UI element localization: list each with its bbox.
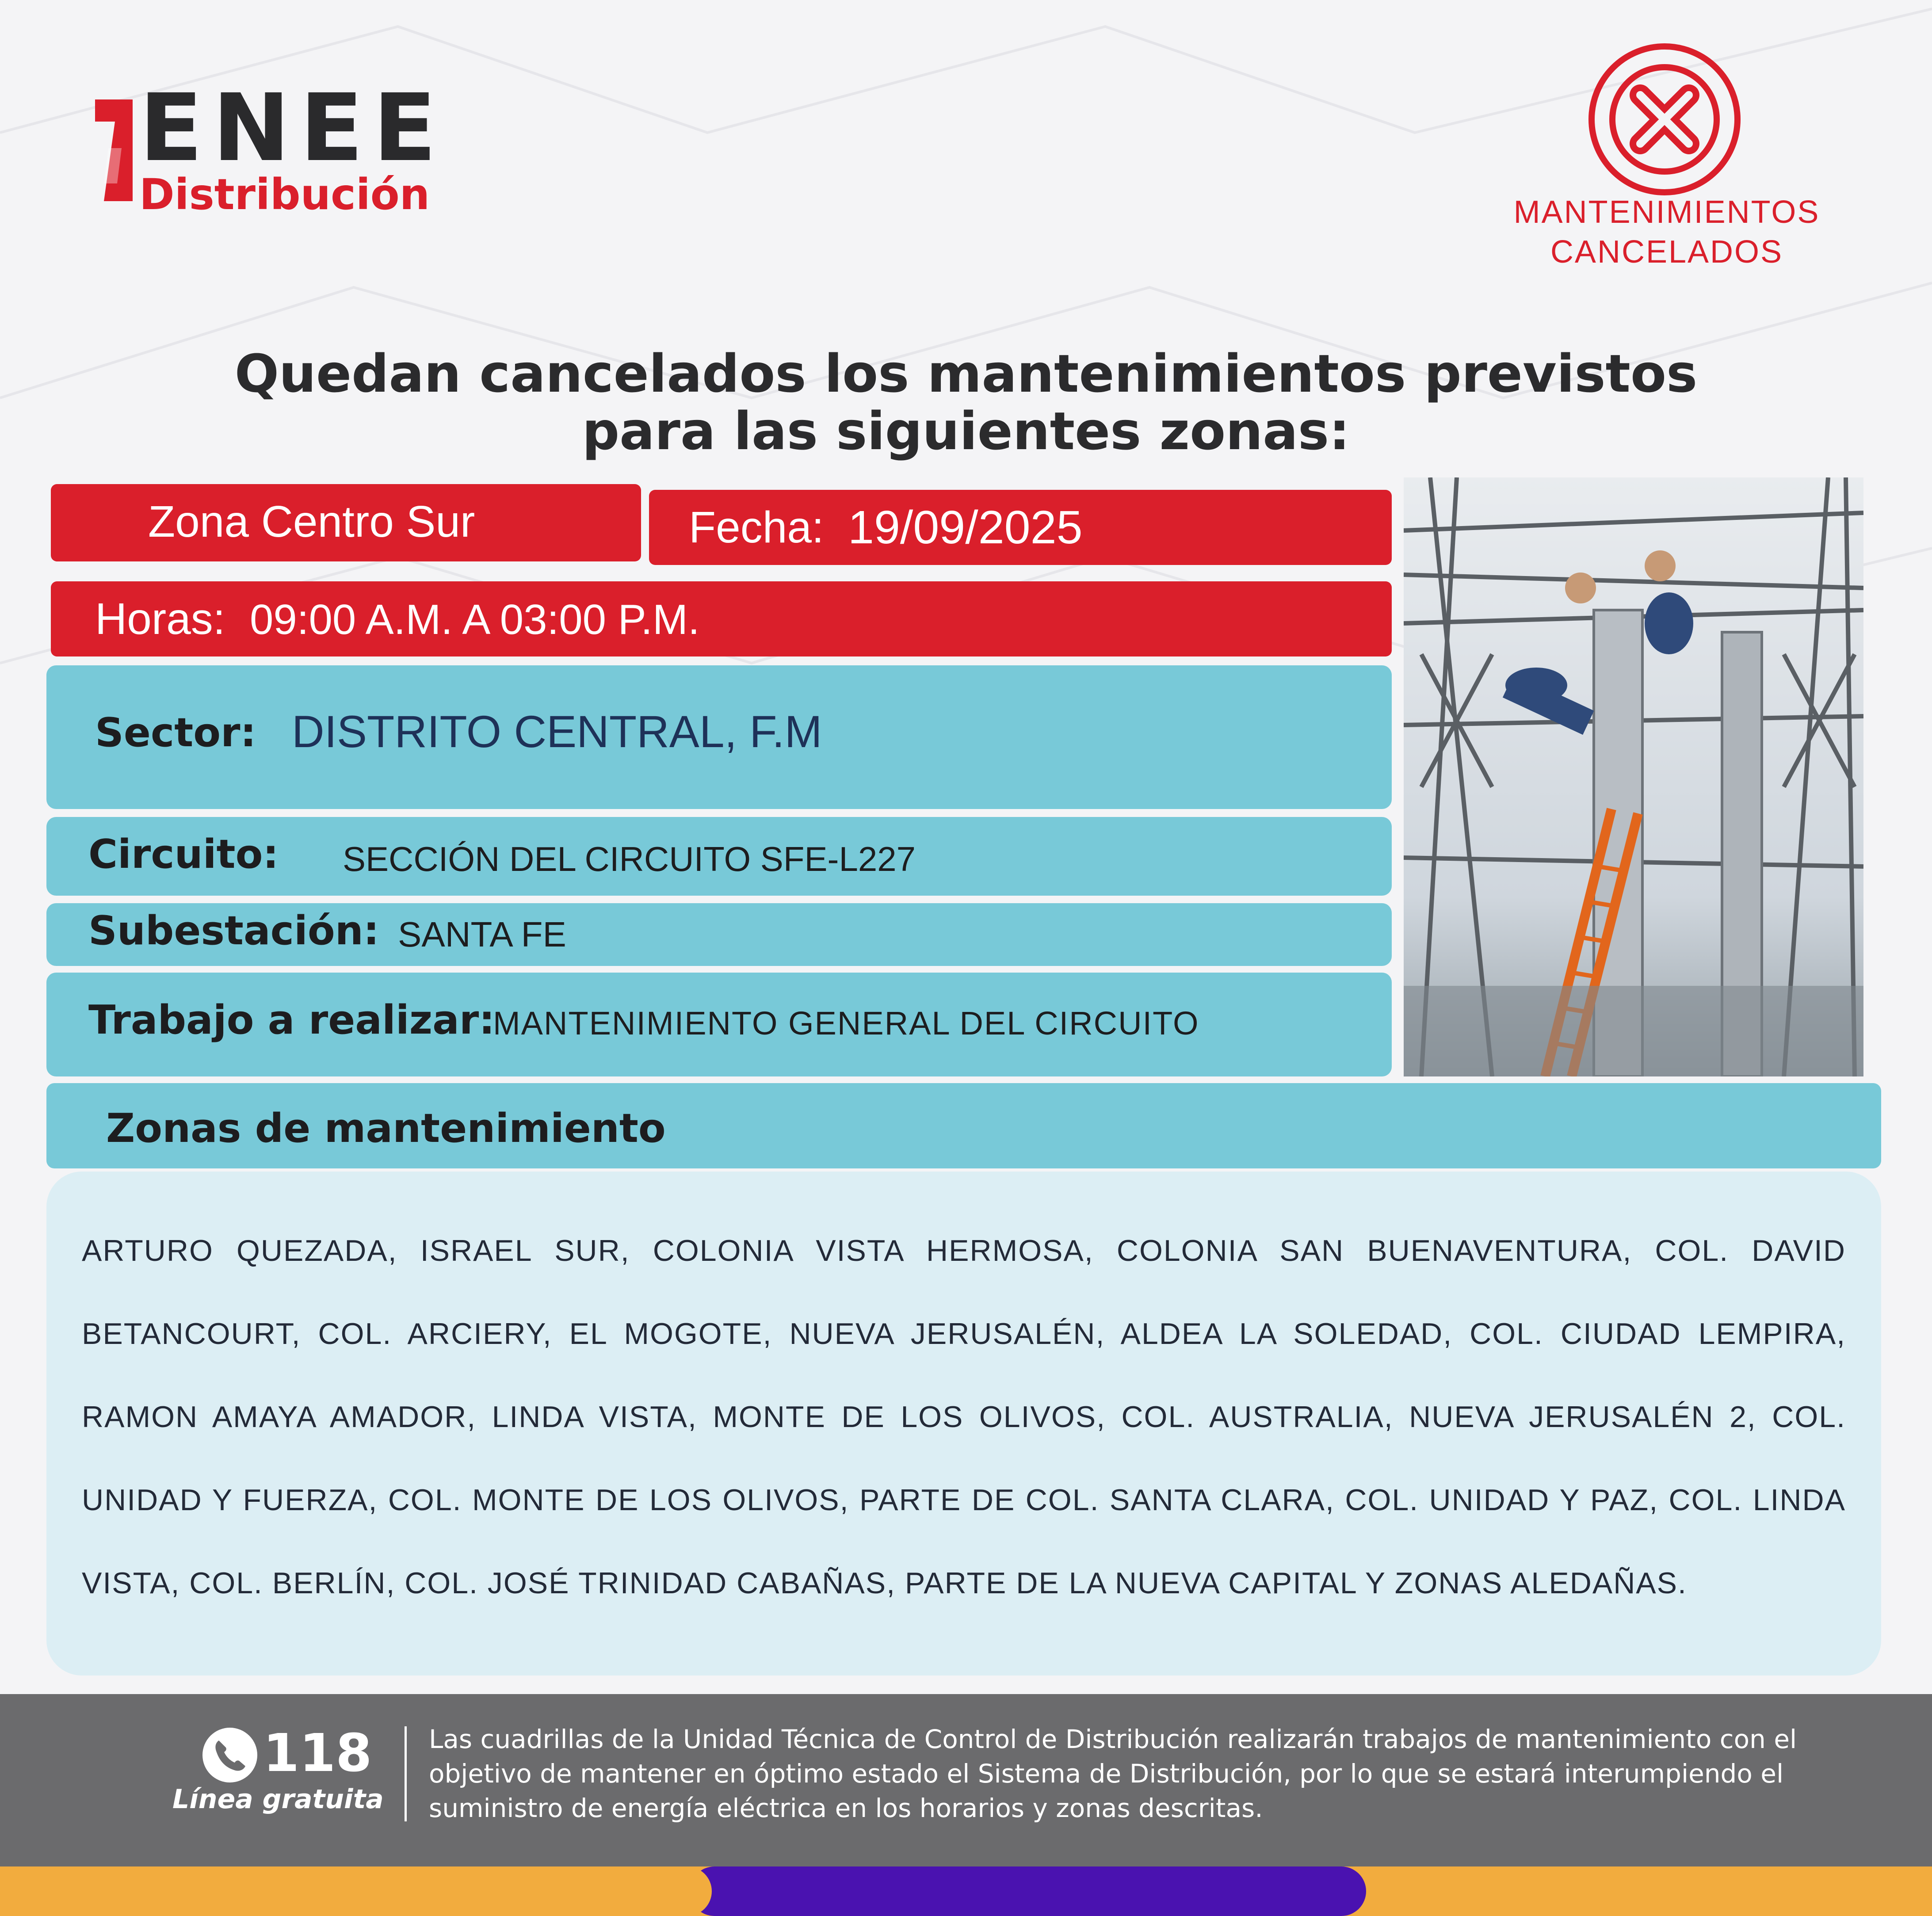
zonas-header: [46, 1083, 1881, 1168]
logo-brand-text: ENEE: [139, 74, 447, 182]
substation-photo: [1404, 477, 1863, 1076]
trabajo-label: Trabajo a realizar:: [88, 997, 495, 1043]
circuito-row: [46, 817, 1392, 896]
zona-banner: [51, 484, 641, 561]
footer-divider: [405, 1726, 407, 1821]
zonas-header-text: Zonas de mantenimiento: [106, 1105, 666, 1152]
page-title-line2: para las siguientes zonas:: [582, 401, 1350, 462]
logo-subtitle-text: Distribución: [139, 170, 430, 219]
phone-icon: [201, 1726, 259, 1784]
horas-label: Horas:: [95, 594, 225, 644]
fecha-banner: [649, 490, 1392, 565]
sector-label: Sector:: [95, 710, 256, 756]
circuito-label: Circuito:: [88, 831, 279, 878]
bottom-stripe-cap: [659, 1866, 712, 1916]
subestacion-value: SANTA FE: [398, 915, 566, 954]
trabajo-value: MANTENIMIENTO GENERAL DEL CIRCUITO: [493, 1005, 1199, 1042]
subestacion-row: [46, 903, 1392, 966]
page-title-line1: Quedan cancelados los mantenimientos previstos: [234, 343, 1698, 404]
fecha-label: Fecha:: [689, 503, 824, 552]
zonas-list-text: ARTURO QUEZADA, ISRAEL SUR, COLONIA VISTA HERMOSA, COLONIA SAN BUENAVENTURA, COL. DAVID BETANCOURT, COL. ARCIERY, EL MOGOTE, NUEVA JERUSALÉN, ALDEA LA SOLEDAD, COL. CIUDAD LEMPIRA, RAMON AMAYA AMADOR, LINDA VISTA, MONTE DE LOS OLIVOS, COL. AUSTRALIA, NUEVA JERUSALÉN 2, COL. UNIDAD Y FUERZA, COL. MONTE DE LOS OLIVOS, PARTE DE COL. SANTA CLARA, COL. UNIDAD Y PAZ, COL. LINDA VISTA, COL. BERLÍN, COL. JOSÉ TRINIDAD CABAÑAS, PARTE DE LA NUEVA CAPITAL Y ZONAS ALEDAÑAS.: [82, 1234, 1846, 1600]
sector-value: DISTRITO CENTRAL, F.M: [292, 706, 822, 757]
enee-logo: [91, 74, 480, 219]
fecha-value: 19/09/2025: [848, 501, 1083, 553]
phone-number: 118: [263, 1722, 372, 1783]
badge-line2: CANCELADOS: [1550, 234, 1783, 270]
sector-row: [46, 665, 1392, 809]
footer-text: Las cuadrillas de la Unidad Técnica de Control de Distribución realizarán trabajos de mantenimiento con el objetivo de mantener en óptimo estado el Sistema de Distribución, por lo que se estará interumpiendo el suministro de energía eléctrica en los horarios y zonas descritas.: [429, 1724, 1797, 1823]
subestacion-label: Subestación:: [88, 908, 379, 954]
bottom-stripe-purple: [690, 1866, 1366, 1916]
trabajo-row: [46, 973, 1392, 1076]
badge-line1: MANTENIMIENTOS: [1513, 195, 1820, 230]
cancelled-badge: [1485, 40, 1848, 279]
horas-banner: [51, 581, 1392, 656]
horas-value: 09:00 A.M. A 03:00 P.M.: [250, 596, 700, 643]
x-circle-icon: [1585, 40, 1744, 199]
zona-text: Zona Centro Sur: [148, 497, 475, 546]
circuito-value: SECCIÓN DEL CIRCUITO SFE-L227: [343, 840, 916, 878]
logo-mark-icon: [91, 95, 137, 210]
phone-label: Línea gratuita: [172, 1784, 384, 1815]
